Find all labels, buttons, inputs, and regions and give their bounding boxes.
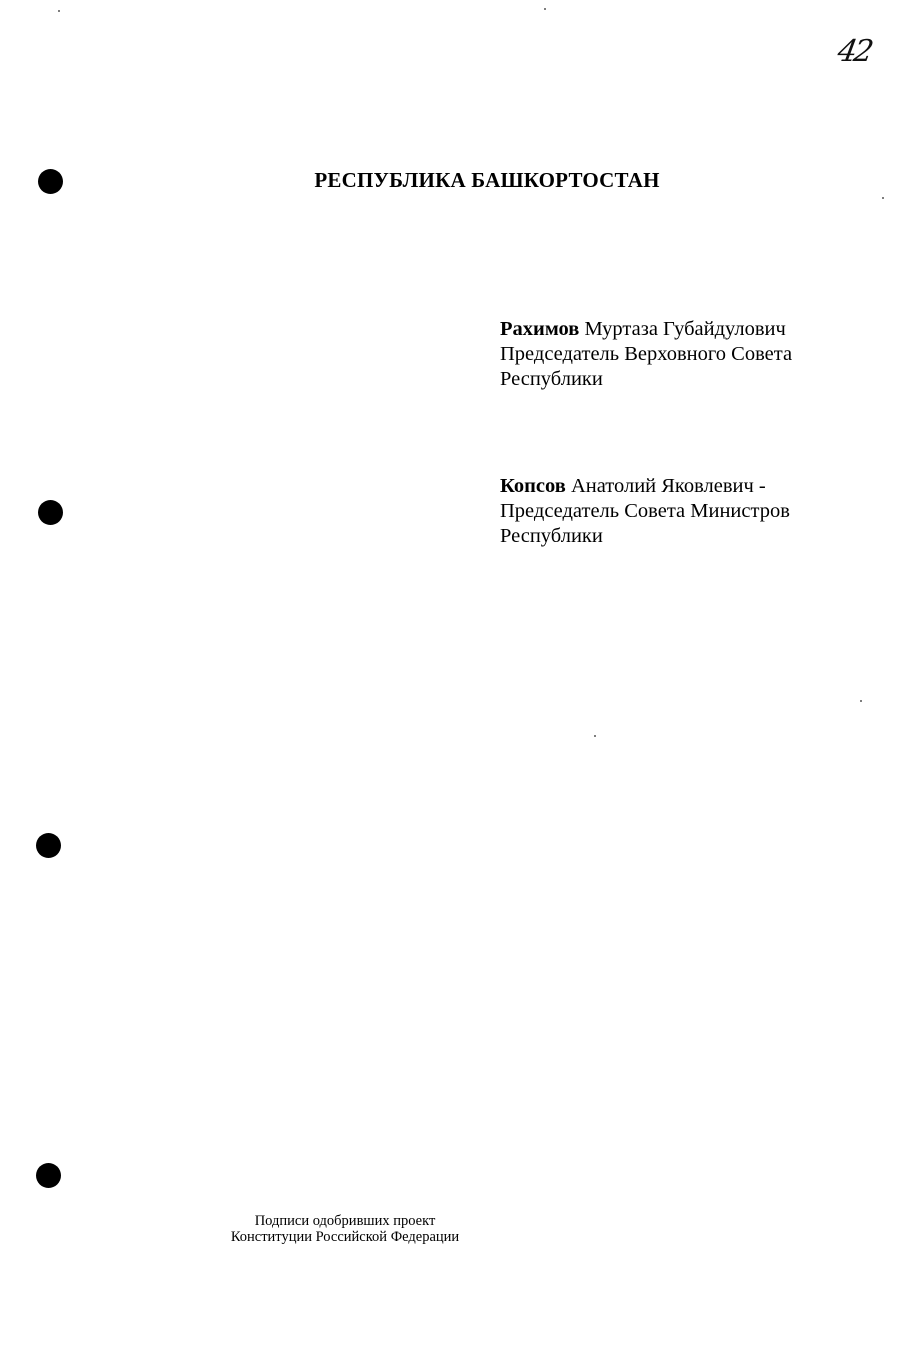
signatory-position-continued: Республики xyxy=(500,525,603,547)
document-title: РЕСПУБЛИКА БАШКОРТОСТАН xyxy=(314,168,660,192)
scan-speck xyxy=(882,197,884,199)
punch-hole-4 xyxy=(36,1163,61,1188)
handwritten-page-number: 42 xyxy=(834,34,874,69)
scan-speck xyxy=(594,735,596,737)
punch-hole-2 xyxy=(38,500,63,525)
scan-speck xyxy=(860,700,862,702)
footer-caption xyxy=(195,1213,495,1245)
signatory-surname: Копсов xyxy=(500,475,566,497)
signatory-name-line xyxy=(500,474,880,499)
scan-speck xyxy=(544,8,546,10)
signatory-position-continued: Республики xyxy=(500,368,603,390)
signatory-given-names: Муртаза Губайдулович xyxy=(584,318,786,340)
signatory-given-names: Анатолий Яковлевич - xyxy=(570,475,766,497)
signatory-block xyxy=(500,317,880,392)
signatory-block xyxy=(500,474,880,549)
signatory-position: Председатель Верховного Совета xyxy=(500,343,793,365)
signatory-name-line xyxy=(500,317,880,342)
footer-line-1: Подписи одобривших проект xyxy=(254,1213,436,1229)
signatory-position: Председатель Совета Министров xyxy=(500,500,790,522)
signatory-surname: Рахимов xyxy=(500,318,580,340)
punch-hole-3 xyxy=(36,833,61,858)
footer-line-2: Конституции Российской Федерации xyxy=(230,1229,460,1245)
scan-speck xyxy=(58,10,60,12)
